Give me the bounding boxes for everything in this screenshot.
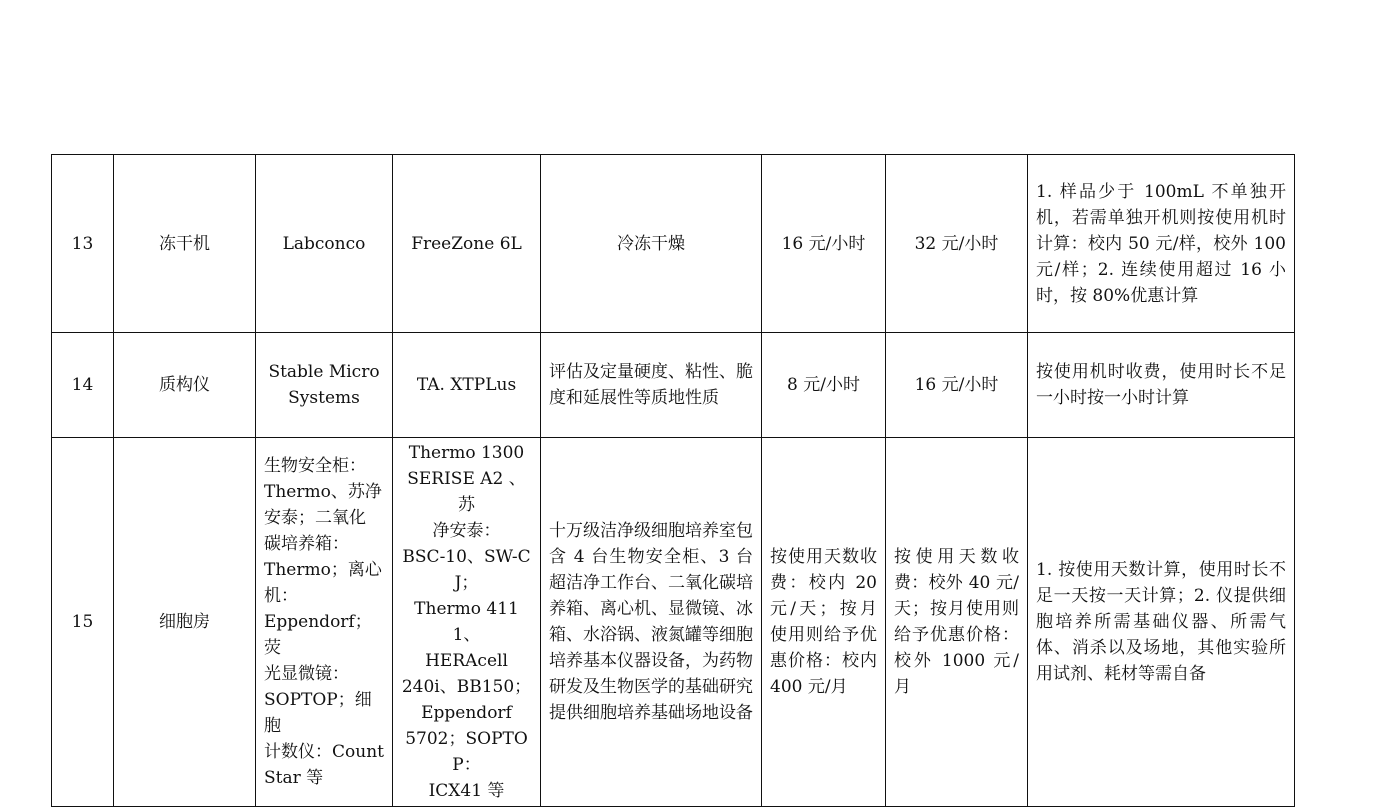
table-row xyxy=(52,155,1295,333)
price-external: 按使用天数收费：校外 40 元/天；按月使用则给予优惠价格：校外 1000 元/月 xyxy=(886,438,1028,807)
price-internal: 16 元/小时 xyxy=(762,155,886,333)
table-row xyxy=(52,438,1295,807)
equipment-name: 冻干机 xyxy=(114,155,256,333)
row-number: 15 xyxy=(52,438,114,807)
equipment-name: 质构仪 xyxy=(114,333,256,438)
price-internal: 8 元/小时 xyxy=(762,333,886,438)
equipment-brand: 生物安全柜： Thermo、苏净 安泰；二氧化 碳培养箱： Thermo；离心 机： Eppendorf；荧 光显微镜： SOPTOP；细胞 计数仪：Count Star 等 xyxy=(256,438,393,807)
row-number: 13 xyxy=(52,155,114,333)
fee-notes: 按使用机时收费，使用时长不足一小时按一小时计算 xyxy=(1028,333,1295,438)
equipment-fee-table xyxy=(51,154,1295,807)
fee-notes: 1. 按使用天数计算，使用时长不足一天按一天计算；2. 仪提供细胞培养所需基础仪器、所需气体、消杀以及场地，其他实验所用试剂、耗材等需自备 xyxy=(1028,438,1295,807)
equipment-model: FreeZone 6L xyxy=(393,155,541,333)
equipment-function: 冷冻干燥 xyxy=(541,155,762,333)
price-external: 32 元/小时 xyxy=(886,155,1028,333)
table-row xyxy=(52,333,1295,438)
equipment-model: Thermo 1300 SERISE A2 、苏 净安泰： BSC-10、SW-CJ； Thermo 4111、 HERAcell 240i、BB150； Eppendorf 5702；SOPTOP： ICX41 等 xyxy=(393,438,541,807)
equipment-brand: Labconco xyxy=(256,155,393,333)
equipment-model: TA. XTPLus xyxy=(393,333,541,438)
price-external: 16 元/小时 xyxy=(886,333,1028,438)
equipment-name: 细胞房 xyxy=(114,438,256,807)
equipment-brand: Stable Micro Systems xyxy=(256,333,393,438)
fee-notes: 1. 样品少于 100mL 不单独开机，若需单独开机则按使用机时计算：校内 50 元/样，校外 100 元/样；2. 连续使用超过 16 小时，按 80%优惠计算 xyxy=(1028,155,1295,333)
price-internal: 按使用天数收费：校内 20 元/天；按月使用则给予优惠价格：校内 400 元/月 xyxy=(762,438,886,807)
equipment-function: 十万级洁净级细胞培养室包含 4 台生物安全柜、3 台超洁净工作台、二氧化碳培养箱、离心机、显微镜、冰箱、水浴锅、液氮罐等细胞培养基本仪器设备，为药物研发及生物医学的基础研究提供细胞培养基础场地设备 xyxy=(541,438,762,807)
equipment-function: 评估及定量硬度、粘性、脆度和延展性等质地性质 xyxy=(541,333,762,438)
row-number: 14 xyxy=(52,333,114,438)
